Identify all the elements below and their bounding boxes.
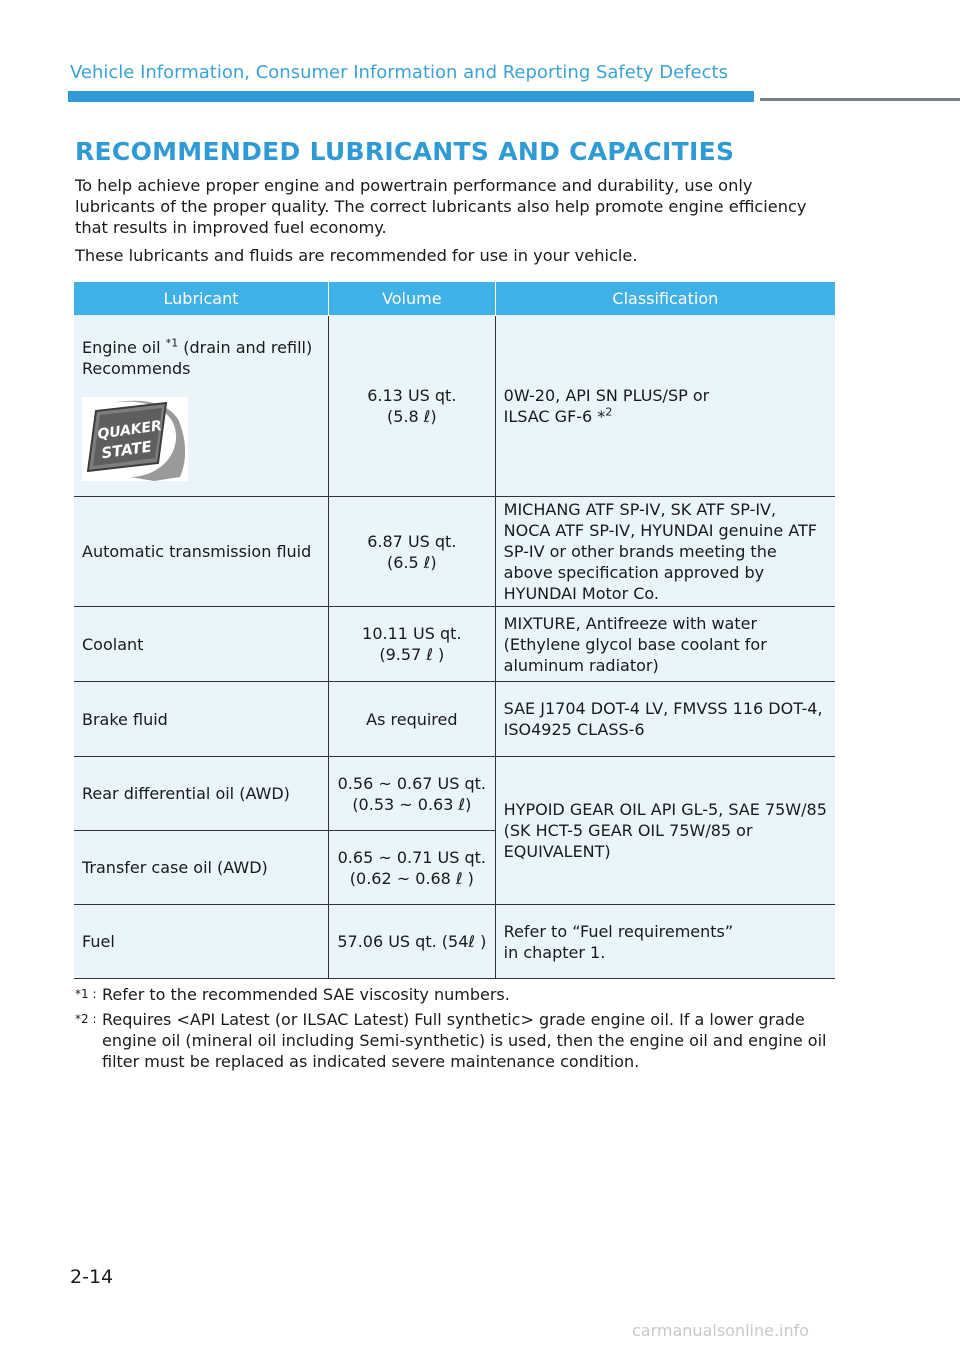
cell-volume: 57.06 US qt. (54ℓ ) (329, 905, 496, 979)
footnote-marker: *1 : (75, 987, 97, 1001)
table-row-rear-differential (74, 757, 835, 831)
watermark: carmanualsonline.info (632, 1321, 810, 1340)
header-lubricant: Lubricant (74, 282, 329, 316)
cell-lubricant: Rear differential oil (AWD) (74, 757, 329, 831)
page-number: 2-14 (70, 1266, 114, 1288)
cell-volume: 0.56 ~ 0.67 US qt. (0.53 ~ 0.63 ℓ) (329, 757, 496, 831)
header-volume: Volume (329, 282, 496, 316)
intro-paragraph-2: These lubricants and fluids are recommended for use in your vehicle. (75, 246, 638, 265)
cell-classification: SAE J1704 DOT-4 LV, FMVSS 116 DOT-4, ISO4925 CLASS-6 (495, 682, 835, 757)
quaker-state-logo (82, 397, 188, 481)
chapter-title: Vehicle Information, Consumer Information and Reporting Safety Defects (70, 62, 728, 83)
footnote-marker: *1 (165, 336, 179, 350)
lubricants-table (74, 282, 835, 979)
footnote-marker: 2 (605, 405, 613, 419)
cell-volume: 6.13 US qt. (5.8 ℓ) (329, 316, 496, 497)
svg-text:STATE: STATE (100, 437, 153, 463)
section-title: RECOMMENDED LUBRICANTS AND CAPACITIES (75, 137, 735, 166)
table-row-brake (74, 682, 835, 757)
table-row-engine-oil (74, 316, 835, 497)
cell-lubricant: Fuel (74, 905, 329, 979)
header-accent-bar (68, 91, 754, 102)
cell-lubricant: Transfer case oil (AWD) (74, 831, 329, 905)
cell-classification: 0W-20, API SN PLUS/SP or ILSAC GF-6 *$^2$ (495, 316, 835, 497)
recommends-label: Recommends (82, 359, 191, 378)
cell-lubricant (74, 316, 329, 497)
cell-lubricant: Brake fluid (74, 682, 329, 757)
cell-classification: Refer to “Fuel requirements” in chapter 1. (495, 905, 835, 979)
footnote-text: Requires <API Latest (or ILSAC Latest) Full synthetic> grade engine oil. If a lower grade engine oil (mineral oil including Semi-synthetic) is used, then the engine oil and engine oil filter must be replaced as indicated severe maintenance condition. (102, 1010, 827, 1071)
cell-volume: 10.11 US qt. (9.57 ℓ ) (329, 607, 496, 682)
cell-classification: MIXTURE, Antifreeze with water (Ethylene glycol base coolant for aluminum radiator) (495, 607, 835, 682)
table-row-fuel (74, 905, 835, 979)
footnote-marker: *2 : (75, 1012, 97, 1026)
footnotes (75, 984, 835, 1076)
footnote-1 (75, 984, 835, 1005)
cell-lubricant: Coolant (74, 607, 329, 682)
cell-classification: MICHANG ATF SP-IV, SK ATF SP-IV, NOCA ATF SP-IV, HYUNDAI genuine ATF SP-IV or other brands meeting the above specification approved by HYUNDAI Motor Co. (495, 497, 835, 607)
cell-volume: 0.65 ~ 0.71 US qt. (0.62 ~ 0.68 ℓ ) (329, 831, 496, 905)
intro-paragraph-1: To help achieve proper engine and powertrain performance and durability, use only lubricants of the proper quality. The correct lubricants also help promote engine efficiency that results in improved fuel economy. (75, 176, 807, 237)
cell-classification: HYPOID GEAR OIL API GL-5, SAE 75W/85 (SK HCT-5 GEAR OIL 75W/85 or EQUIVALENT) (495, 757, 835, 905)
table-header-row (74, 282, 835, 316)
footnote-text: Refer to the recommended SAE viscosity numbers. (102, 985, 510, 1004)
cell-volume: 6.87 US qt. (6.5 ℓ) (329, 497, 496, 607)
engine-oil-label: Engine oil $^{*1}$ (drain and refill) (82, 336, 313, 357)
header-classification: Classification (495, 282, 835, 316)
header-rule (760, 98, 960, 101)
svg-text:QUAKER: QUAKER (96, 418, 163, 443)
cell-volume: As required (329, 682, 496, 757)
intro-text (75, 175, 835, 273)
footnote-2 (75, 1009, 835, 1072)
table-row-coolant (74, 607, 835, 682)
cell-lubricant: Automatic transmission fluid (74, 497, 329, 607)
table-row-atf (74, 497, 835, 607)
